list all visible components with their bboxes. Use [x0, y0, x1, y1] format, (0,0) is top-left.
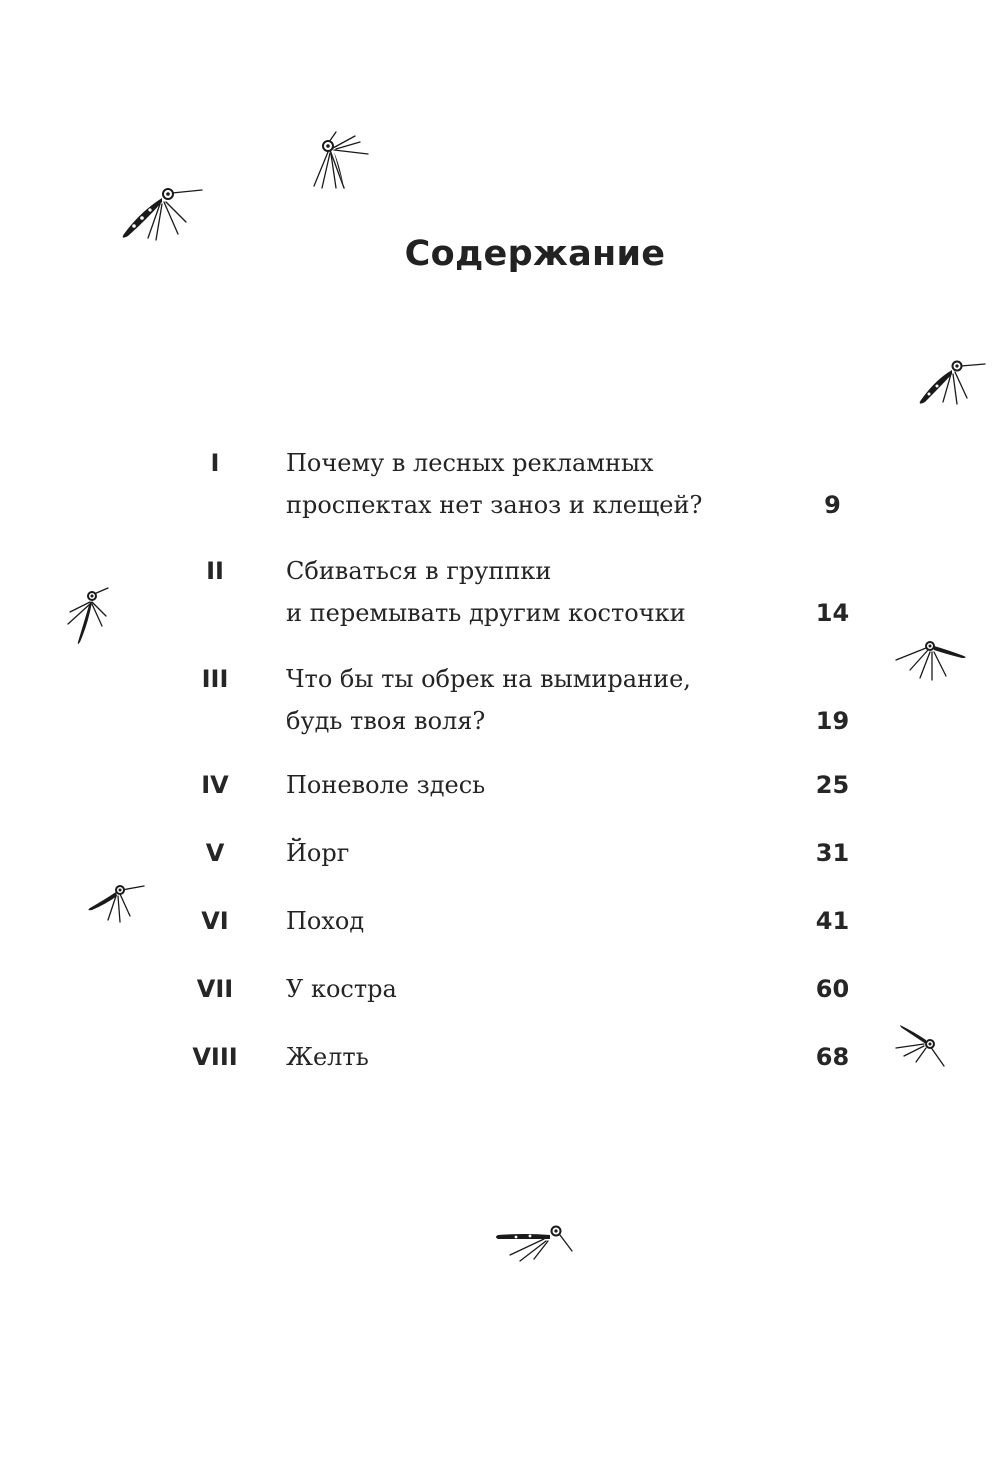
chapter-title-line: и перемывать другим косточки: [286, 599, 686, 627]
toc-entry: [0, 1036, 1000, 1126]
page-number: 9: [824, 491, 841, 519]
chapter-numeral: VIII: [192, 1043, 238, 1071]
page-number: 31: [815, 839, 850, 867]
chapter-title-line: проспектах нет заноз и клещей?: [286, 491, 703, 519]
toc-entry: [0, 550, 1000, 640]
chapter-numeral: IV: [201, 771, 229, 799]
page-number: 14: [815, 599, 850, 627]
chapter-title-line: Желть: [286, 1043, 369, 1071]
chapter-title: [286, 1036, 766, 1078]
chapter-title-line: будь твоя воля?: [286, 707, 486, 735]
chapter-title: [286, 832, 766, 874]
chapter-numeral: III: [201, 665, 229, 693]
chapter-title: [286, 900, 766, 942]
chapter-title: [286, 658, 766, 742]
chapter-title-line: Что бы ты обрек на вымирание,: [286, 665, 691, 693]
chapter-title: [286, 442, 766, 526]
chapter-title-line: У костра: [286, 975, 397, 1003]
chapter-numeral: VII: [196, 975, 234, 1003]
chapter-title: [286, 550, 766, 634]
mosquito-icon: [490, 1215, 580, 1270]
chapter-title-line: Поневоле здесь: [286, 771, 486, 799]
chapter-numeral: I: [210, 449, 220, 477]
mosquito-icon: [905, 350, 990, 415]
toc-entry: [0, 442, 1000, 532]
mosquito-icon: [300, 128, 380, 198]
page-number: 19: [815, 707, 850, 735]
chapter-title: [286, 968, 766, 1010]
page-title: Содержание: [404, 234, 666, 274]
toc-entry: [0, 658, 1000, 748]
chapter-numeral: II: [206, 557, 224, 585]
chapter-title: [286, 764, 766, 806]
page-number: 68: [815, 1043, 850, 1071]
chapter-title-line: Почему в лесных рекламных: [286, 449, 654, 477]
page-number: 60: [815, 975, 850, 1003]
page-number: 41: [815, 907, 850, 935]
chapter-numeral: VI: [201, 907, 229, 935]
chapter-title-line: Поход: [286, 907, 365, 935]
page-number: 25: [815, 771, 850, 799]
chapter-title-line: Сбиваться в группки: [286, 557, 552, 585]
chapter-numeral: V: [205, 839, 225, 867]
chapter-title-line: Йорг: [286, 839, 350, 867]
